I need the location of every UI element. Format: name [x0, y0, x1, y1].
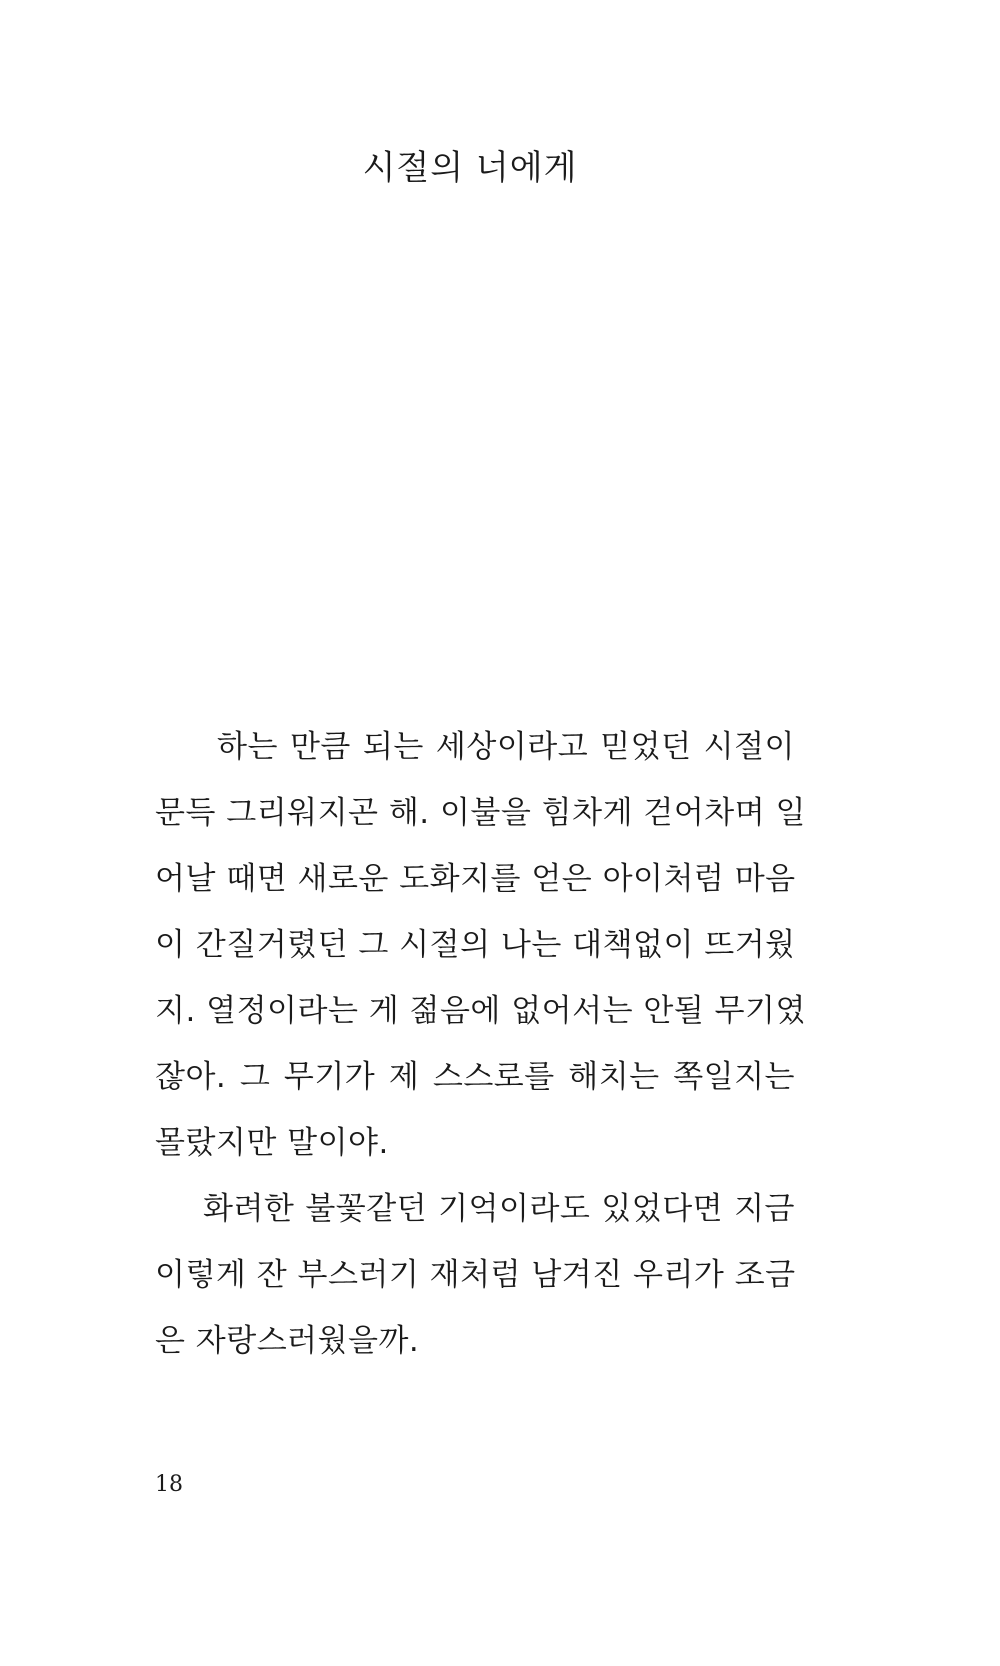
text-line: 어날 때면 새로운 도화지를 얻은 아이처럼 마음 — [155, 861, 796, 897]
body-text — [155, 714, 806, 1374]
text-line: 지. 열정이라는 게 젊음에 없어서는 안될 무기였 — [155, 993, 806, 1029]
text-line: 하는 만큼 되는 세상이라고 믿었던 시절이 — [217, 729, 795, 765]
paragraph-2 — [155, 1176, 795, 1374]
chapter-title: 시절의 너에게 — [362, 148, 578, 188]
text-line: 은 자랑스러웠을까. — [155, 1323, 420, 1359]
paragraph-1 — [155, 714, 806, 1176]
text-line: 잖아. 그 무기가 제 스스로를 해치는 쪽일지는 — [155, 1059, 795, 1095]
text-line: 몰랐지만 말이야. — [155, 1125, 389, 1161]
text-line: 이 간질거렸던 그 시절의 나는 대책없이 뜨거웠 — [155, 927, 796, 963]
text-line: 문득 그리워지곤 해. 이불을 힘차게 걷어차며 일 — [155, 795, 806, 831]
text-line: 이렇게 잔 부스러기 재처럼 남겨진 우리가 조금 — [155, 1257, 796, 1293]
text-line: 화려한 불꽃같던 기억이라도 있었다면 지금 — [203, 1191, 795, 1227]
page-number: 18 — [155, 1472, 183, 1497]
